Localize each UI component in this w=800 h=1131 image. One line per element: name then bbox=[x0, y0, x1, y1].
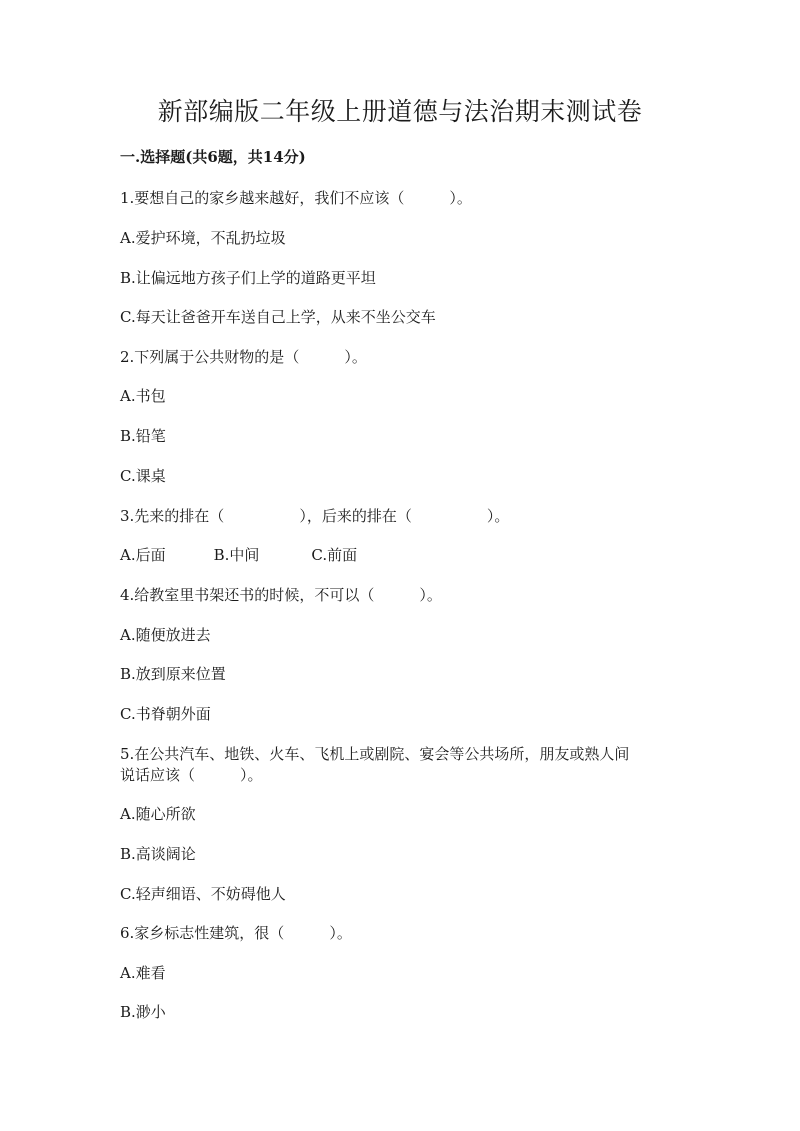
question-6-option-a: A.难看 bbox=[120, 964, 166, 982]
question-4-option-b: B.放到原来位置 bbox=[120, 665, 226, 683]
question-5-option-b: B.高谈阔论 bbox=[120, 845, 196, 863]
question-2-option-b: B.铅笔 bbox=[120, 427, 166, 445]
question-6-stem: 6.家乡标志性建筑，很（ ）。 bbox=[120, 924, 352, 942]
question-1-option-a: A.爱护环境，不乱扔垃圾 bbox=[120, 229, 286, 247]
question-1-option-b: B.让偏远地方孩子们上学的道路更平坦 bbox=[120, 269, 376, 287]
question-5-stem-line-1: 5.在公共汽车、地铁、火车、飞机上或剧院、宴会等公共场所，朋友或熟人间 bbox=[120, 745, 630, 763]
question-2-stem: 2.下列属于公共财物的是（ ）。 bbox=[120, 348, 367, 366]
question-4-stem: 4.给教室里书架还书的时候，不可以（ ）。 bbox=[120, 586, 442, 604]
question-3-option-b: B.中间 bbox=[213, 546, 260, 564]
question-1-stem: 1.要想自己的家乡越来越好，我们不应该（ ）。 bbox=[120, 189, 472, 207]
question-2-option-a: A.书包 bbox=[120, 387, 166, 405]
question-4-option-a: A.随便放进去 bbox=[120, 626, 211, 644]
question-5-stem-line-2: 说话应该（ ）。 bbox=[120, 766, 263, 784]
question-3-options bbox=[120, 544, 700, 566]
question-3-stem: 3.先来的排在（ ），后来的排在（ ）。 bbox=[120, 507, 510, 525]
question-2-option-c: C.课桌 bbox=[120, 467, 166, 485]
question-3-option-c: C.前面 bbox=[311, 546, 358, 564]
question-4-option-c: C.书脊朝外面 bbox=[120, 705, 211, 723]
question-3-option-a: A.后面 bbox=[120, 546, 166, 564]
question-1-option-c: C.每天让爸爸开车送自己上学，从来不坐公交车 bbox=[120, 308, 436, 326]
question-5-option-a: A.随心所欲 bbox=[120, 805, 196, 823]
question-5-option-c: C.轻声细语、不妨碍他人 bbox=[120, 885, 286, 903]
question-6-option-b: B.渺小 bbox=[120, 1003, 166, 1021]
section-heading: 一.选择题(共6题，共14分) bbox=[120, 148, 306, 166]
page-title: 新部编版二年级上册道德与法治期末测试卷 bbox=[157, 97, 643, 126]
